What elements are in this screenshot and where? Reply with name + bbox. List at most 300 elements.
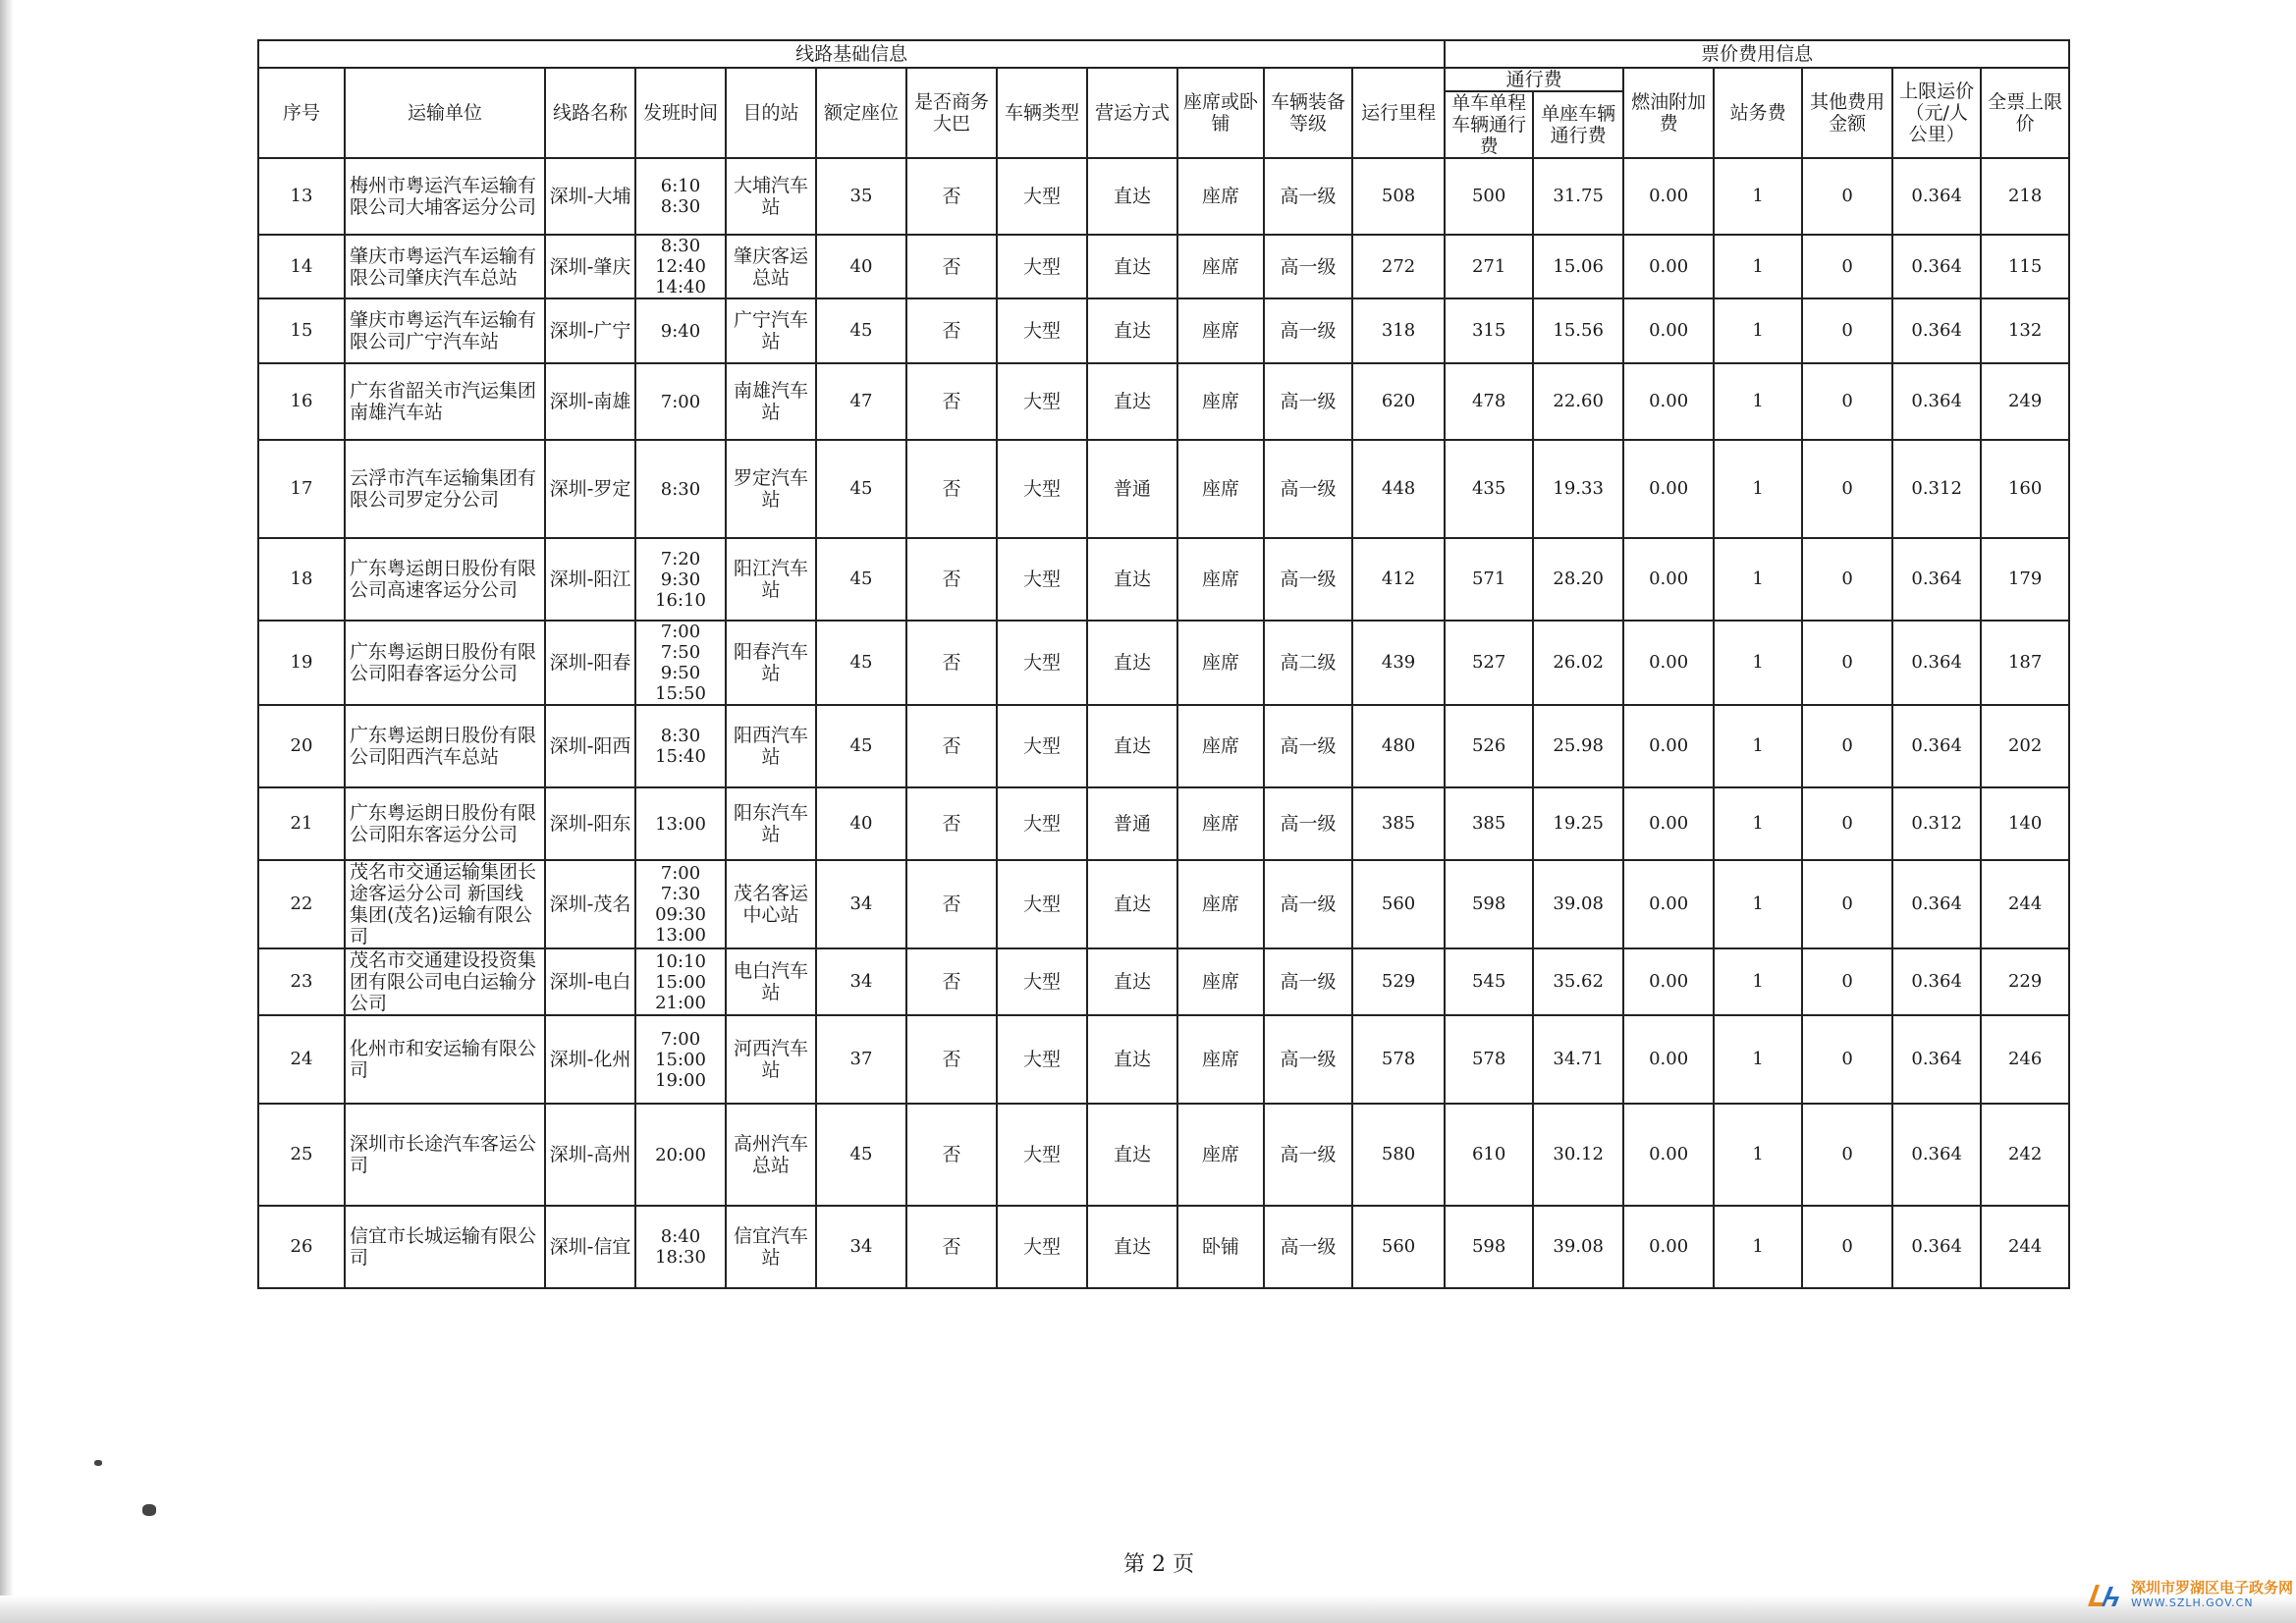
row-seats: 40 <box>816 787 906 860</box>
row-fuel: 0.00 <box>1623 298 1714 363</box>
row-vehicle-type: 大型 <box>997 298 1087 363</box>
row-toll-single: 578 <box>1445 1015 1533 1104</box>
row-departure-times <box>635 440 726 538</box>
row-seq: 17 <box>258 440 345 538</box>
row-grade: 高一级 <box>1264 1206 1352 1288</box>
table-row <box>258 1206 2069 1288</box>
row-vehicle-type: 大型 <box>997 538 1087 621</box>
table-row <box>258 158 2069 235</box>
row-fuel: 0.00 <box>1623 363 1714 440</box>
row-station-fee: 1 <box>1714 1015 1802 1104</box>
row-route: 深圳-电白 <box>545 948 635 1015</box>
row-operation: 直达 <box>1087 363 1177 440</box>
row-vehicle-type: 大型 <box>997 948 1087 1015</box>
row-other-fee: 0 <box>1802 787 1892 860</box>
row-unit: 信宜市长城运输有限公司 <box>345 1206 545 1288</box>
row-operation: 普通 <box>1087 787 1177 860</box>
row-seat-type: 座席 <box>1177 1015 1264 1104</box>
site-logo-icon <box>2084 1581 2125 1610</box>
col-header-destination: 目的站 <box>726 68 816 158</box>
row-destination: 阳东汽车站 <box>726 787 816 860</box>
row-ticket-cap: 242 <box>1981 1104 2069 1206</box>
row-station-fee: 1 <box>1714 860 1802 948</box>
col-header-vehicle-type: 车辆类型 <box>997 68 1087 158</box>
row-seats: 40 <box>816 235 906 298</box>
departure-time: 8:30 <box>660 478 701 500</box>
row-seq: 13 <box>258 158 345 235</box>
row-rate-cap: 0.364 <box>1892 538 1981 621</box>
row-seq: 26 <box>258 1206 345 1288</box>
row-operation: 直达 <box>1087 1206 1177 1288</box>
fare-table <box>257 39 2070 1289</box>
row-operation: 直达 <box>1087 860 1177 948</box>
row-toll-single: 610 <box>1445 1104 1533 1206</box>
row-toll-per-seat: 15.06 <box>1533 235 1623 298</box>
col-header-station-fee: 站务费 <box>1714 68 1802 158</box>
row-toll-single: 598 <box>1445 860 1533 948</box>
row-ticket-cap: 160 <box>1981 440 2069 538</box>
row-other-fee: 0 <box>1802 705 1892 787</box>
row-other-fee: 0 <box>1802 235 1892 298</box>
row-route: 深圳-茂名 <box>545 860 635 948</box>
departure-time: 13:00 <box>655 813 706 835</box>
group-header-basic: 线路基础信息 <box>258 40 1445 68</box>
row-seats: 35 <box>816 158 906 235</box>
row-ticket-cap: 179 <box>1981 538 2069 621</box>
row-seq: 19 <box>258 621 345 705</box>
row-station-fee: 1 <box>1714 538 1802 621</box>
row-destination: 肇庆客运总站 <box>726 235 816 298</box>
table-row <box>258 298 2069 363</box>
row-grade: 高一级 <box>1264 235 1352 298</box>
col-header-other-fee: 其他费用金额 <box>1802 68 1892 158</box>
row-fuel: 0.00 <box>1623 1206 1714 1288</box>
row-unit: 广东粤运朗日股份有限公司阳春客运分公司 <box>345 621 545 705</box>
row-grade: 高二级 <box>1264 621 1352 705</box>
row-other-fee: 0 <box>1802 440 1892 538</box>
row-fuel: 0.00 <box>1623 538 1714 621</box>
row-vehicle-type: 大型 <box>997 860 1087 948</box>
row-business: 否 <box>906 363 997 440</box>
row-route: 深圳-广宁 <box>545 298 635 363</box>
row-seat-type: 座席 <box>1177 621 1264 705</box>
row-vehicle-type: 大型 <box>997 363 1087 440</box>
table-row <box>258 705 2069 787</box>
row-seat-type: 座席 <box>1177 363 1264 440</box>
row-other-fee: 0 <box>1802 158 1892 235</box>
row-toll-single: 527 <box>1445 621 1533 705</box>
col-header-seat-type: 座席或卧铺 <box>1177 68 1264 158</box>
row-seq: 14 <box>258 235 345 298</box>
row-seats: 45 <box>816 705 906 787</box>
row-fuel: 0.00 <box>1623 440 1714 538</box>
row-business: 否 <box>906 1104 997 1206</box>
row-seat-type: 座席 <box>1177 235 1264 298</box>
row-departure-times <box>635 621 726 705</box>
row-rate-cap: 0.364 <box>1892 705 1981 787</box>
row-seat-type: 卧铺 <box>1177 1206 1264 1288</box>
row-business: 否 <box>906 440 997 538</box>
row-destination: 阳江汽车站 <box>726 538 816 621</box>
row-destination: 茂名客运中心站 <box>726 860 816 948</box>
row-rate-cap: 0.364 <box>1892 235 1981 298</box>
row-operation: 直达 <box>1087 298 1177 363</box>
table-row <box>258 440 2069 538</box>
departure-time: 09:30 <box>655 904 706 925</box>
row-station-fee: 1 <box>1714 787 1802 860</box>
col-header-departure: 发班时间 <box>635 68 726 158</box>
row-seat-type: 座席 <box>1177 298 1264 363</box>
row-mileage: 580 <box>1352 1104 1445 1206</box>
row-business: 否 <box>906 705 997 787</box>
row-ticket-cap: 244 <box>1981 860 2069 948</box>
col-header-business: 是否商务大巴 <box>906 68 997 158</box>
row-route: 深圳-罗定 <box>545 440 635 538</box>
row-mileage: 560 <box>1352 860 1445 948</box>
table-row <box>258 948 2069 1015</box>
row-fuel: 0.00 <box>1623 948 1714 1015</box>
row-grade: 高一级 <box>1264 158 1352 235</box>
row-fuel: 0.00 <box>1623 158 1714 235</box>
row-toll-per-seat: 19.33 <box>1533 440 1623 538</box>
row-route: 深圳-阳春 <box>545 621 635 705</box>
row-operation: 直达 <box>1087 1104 1177 1206</box>
row-station-fee: 1 <box>1714 363 1802 440</box>
row-business: 否 <box>906 235 997 298</box>
row-station-fee: 1 <box>1714 235 1802 298</box>
row-seat-type: 座席 <box>1177 948 1264 1015</box>
row-vehicle-type: 大型 <box>997 621 1087 705</box>
row-destination: 河西汽车站 <box>726 1015 816 1104</box>
scan-speck <box>94 1460 102 1466</box>
row-toll-single: 478 <box>1445 363 1533 440</box>
row-mileage: 578 <box>1352 1015 1445 1104</box>
row-ticket-cap: 218 <box>1981 158 2069 235</box>
row-route: 深圳-大埔 <box>545 158 635 235</box>
row-destination: 电白汽车站 <box>726 948 816 1015</box>
col-header-grade: 车辆装备等级 <box>1264 68 1352 158</box>
table-row <box>258 1104 2069 1206</box>
row-rate-cap: 0.364 <box>1892 948 1981 1015</box>
row-ticket-cap: 229 <box>1981 948 2069 1015</box>
row-rate-cap: 0.312 <box>1892 440 1981 538</box>
row-seats: 45 <box>816 440 906 538</box>
row-seats: 37 <box>816 1015 906 1104</box>
row-destination: 南雄汽车站 <box>726 363 816 440</box>
departure-time: 9:30 <box>660 568 701 590</box>
row-ticket-cap: 249 <box>1981 363 2069 440</box>
row-fuel: 0.00 <box>1623 1015 1714 1104</box>
row-seat-type: 座席 <box>1177 538 1264 621</box>
row-unit: 广东省韶关市汽运集团南雄汽车站 <box>345 363 545 440</box>
table-row <box>258 860 2069 948</box>
departure-time: 9:50 <box>660 663 701 683</box>
row-toll-per-seat: 15.56 <box>1533 298 1623 363</box>
row-vehicle-type: 大型 <box>997 440 1087 538</box>
row-destination: 大埔汽车站 <box>726 158 816 235</box>
row-toll-per-seat: 31.75 <box>1533 158 1623 235</box>
table-row <box>258 538 2069 621</box>
row-seq: 20 <box>258 705 345 787</box>
row-ticket-cap: 244 <box>1981 1206 2069 1288</box>
row-mileage: 318 <box>1352 298 1445 363</box>
row-seats: 45 <box>816 298 906 363</box>
row-unit: 深圳市长途汽车客运公司 <box>345 1104 545 1206</box>
row-departure-times <box>635 787 726 860</box>
departure-time: 8:30 <box>660 236 701 256</box>
row-toll-per-seat: 22.60 <box>1533 363 1623 440</box>
row-grade: 高一级 <box>1264 705 1352 787</box>
col-header-toll-group: 通行费 <box>1445 68 1623 91</box>
row-operation: 直达 <box>1087 948 1177 1015</box>
row-business: 否 <box>906 948 997 1015</box>
departure-time: 14:40 <box>655 277 706 298</box>
table-row <box>258 1015 2069 1104</box>
departure-time: 7:00 <box>660 1028 701 1050</box>
row-other-fee: 0 <box>1802 1104 1892 1206</box>
row-fuel: 0.00 <box>1623 787 1714 860</box>
scan-speck <box>142 1504 156 1516</box>
row-destination: 罗定汽车站 <box>726 440 816 538</box>
row-toll-single: 526 <box>1445 705 1533 787</box>
row-station-fee: 1 <box>1714 440 1802 538</box>
row-operation: 直达 <box>1087 538 1177 621</box>
row-rate-cap: 0.364 <box>1892 860 1981 948</box>
col-header-seq: 序号 <box>258 68 345 158</box>
page-number: 第 2 页 <box>1123 1552 1194 1577</box>
row-route: 深圳-信宜 <box>545 1206 635 1288</box>
row-fuel: 0.00 <box>1623 860 1714 948</box>
row-rate-cap: 0.364 <box>1892 621 1981 705</box>
row-unit: 化州市和安运输有限公司 <box>345 1015 545 1104</box>
departure-time: 20:00 <box>655 1144 706 1165</box>
row-mileage: 448 <box>1352 440 1445 538</box>
row-operation: 直达 <box>1087 158 1177 235</box>
departure-time: 15:00 <box>655 971 706 993</box>
row-departure-times <box>635 158 726 235</box>
row-station-fee: 1 <box>1714 1104 1802 1206</box>
row-mileage: 480 <box>1352 705 1445 787</box>
row-seat-type: 座席 <box>1177 860 1264 948</box>
row-station-fee: 1 <box>1714 621 1802 705</box>
row-mileage: 529 <box>1352 948 1445 1015</box>
departure-time: 15:00 <box>655 1049 706 1070</box>
row-fuel: 0.00 <box>1623 1104 1714 1206</box>
row-ticket-cap: 187 <box>1981 621 2069 705</box>
departure-time: 7:00 <box>660 622 701 642</box>
row-toll-per-seat: 30.12 <box>1533 1104 1623 1206</box>
row-fuel: 0.00 <box>1623 705 1714 787</box>
row-toll-single: 500 <box>1445 158 1533 235</box>
row-departure-times <box>635 860 726 948</box>
row-ticket-cap: 132 <box>1981 298 2069 363</box>
row-departure-times <box>635 1104 726 1206</box>
row-seats: 47 <box>816 363 906 440</box>
row-toll-per-seat: 34.71 <box>1533 1015 1623 1104</box>
departure-time: 6:10 <box>660 176 701 196</box>
row-vehicle-type: 大型 <box>997 705 1087 787</box>
row-rate-cap: 0.364 <box>1892 158 1981 235</box>
row-station-fee: 1 <box>1714 298 1802 363</box>
row-operation: 普通 <box>1087 440 1177 538</box>
row-departure-times <box>635 235 726 298</box>
row-grade: 高一级 <box>1264 298 1352 363</box>
row-operation: 直达 <box>1087 621 1177 705</box>
departure-time: 15:40 <box>655 746 706 767</box>
row-mileage: 508 <box>1352 158 1445 235</box>
row-grade: 高一级 <box>1264 538 1352 621</box>
row-ticket-cap: 246 <box>1981 1015 2069 1104</box>
row-station-fee: 1 <box>1714 1206 1802 1288</box>
row-departure-times <box>635 1206 726 1288</box>
row-toll-single: 435 <box>1445 440 1533 538</box>
row-vehicle-type: 大型 <box>997 235 1087 298</box>
row-vehicle-type: 大型 <box>997 1015 1087 1104</box>
row-grade: 高一级 <box>1264 1015 1352 1104</box>
row-route: 深圳-阳东 <box>545 787 635 860</box>
row-rate-cap: 0.364 <box>1892 363 1981 440</box>
row-seq: 25 <box>258 1104 345 1206</box>
row-toll-single: 271 <box>1445 235 1533 298</box>
row-toll-single: 571 <box>1445 538 1533 621</box>
row-seq: 18 <box>258 538 345 621</box>
row-departure-times <box>635 1015 726 1104</box>
col-header-toll-per-seat: 单座车辆通行费 <box>1533 91 1623 158</box>
col-header-unit: 运输单位 <box>345 68 545 158</box>
row-seq: 16 <box>258 363 345 440</box>
row-mileage: 620 <box>1352 363 1445 440</box>
departure-time: 21:00 <box>655 992 706 1013</box>
col-header-rate-cap: 上限运价（元/人公里） <box>1892 68 1981 158</box>
row-departure-times <box>635 948 726 1015</box>
col-header-seats: 额定座位 <box>816 68 906 158</box>
row-business: 否 <box>906 538 997 621</box>
row-other-fee: 0 <box>1802 948 1892 1015</box>
row-station-fee: 1 <box>1714 158 1802 235</box>
row-seat-type: 座席 <box>1177 787 1264 860</box>
row-operation: 直达 <box>1087 235 1177 298</box>
row-seat-type: 座席 <box>1177 158 1264 235</box>
departure-time: 9:40 <box>660 320 701 342</box>
row-mileage: 439 <box>1352 621 1445 705</box>
departure-time: 19:00 <box>655 1069 706 1091</box>
col-header-ticket-cap: 全票上限价 <box>1981 68 2069 158</box>
row-mileage: 385 <box>1352 787 1445 860</box>
row-vehicle-type: 大型 <box>997 158 1087 235</box>
row-grade: 高一级 <box>1264 860 1352 948</box>
row-seq: 23 <box>258 948 345 1015</box>
scan-shadow-bottom <box>0 1596 2296 1623</box>
row-business: 否 <box>906 158 997 235</box>
departure-time: 8:30 <box>660 196 701 217</box>
row-mileage: 272 <box>1352 235 1445 298</box>
departure-time: 7:00 <box>660 863 701 884</box>
row-operation: 直达 <box>1087 705 1177 787</box>
row-vehicle-type: 大型 <box>997 1206 1087 1288</box>
row-departure-times <box>635 705 726 787</box>
departure-time: 12:40 <box>655 256 706 277</box>
row-destination: 信宜汽车站 <box>726 1206 816 1288</box>
col-header-mileage: 运行里程 <box>1352 68 1445 158</box>
departure-time: 16:10 <box>655 589 706 611</box>
row-grade: 高一级 <box>1264 948 1352 1015</box>
row-grade: 高一级 <box>1264 1104 1352 1206</box>
row-seat-type: 座席 <box>1177 705 1264 787</box>
group-header-fare: 票价费用信息 <box>1445 40 2069 68</box>
departure-time: 18:30 <box>655 1247 706 1268</box>
fare-table-body <box>258 158 2069 1288</box>
row-departure-times <box>635 298 726 363</box>
row-ticket-cap: 140 <box>1981 787 2069 860</box>
row-toll-per-seat: 35.62 <box>1533 948 1623 1015</box>
row-route: 深圳-高州 <box>545 1104 635 1206</box>
watermark-url: WWW.SZLH.GOV.CN <box>2131 1596 2254 1609</box>
row-route: 深圳-南雄 <box>545 363 635 440</box>
table-row <box>258 363 2069 440</box>
row-business: 否 <box>906 860 997 948</box>
row-toll-single: 545 <box>1445 948 1533 1015</box>
row-mileage: 412 <box>1352 538 1445 621</box>
row-station-fee: 1 <box>1714 705 1802 787</box>
row-unit: 云浮市汽车运输集团有限公司罗定分公司 <box>345 440 545 538</box>
departure-time: 7:20 <box>660 548 701 569</box>
departure-time: 8:40 <box>660 1226 701 1247</box>
row-vehicle-type: 大型 <box>997 1104 1087 1206</box>
row-seat-type: 座席 <box>1177 440 1264 538</box>
row-unit: 茂名市交通建设投资集团有限公司电白运输分公司 <box>345 948 545 1015</box>
row-route: 深圳-肇庆 <box>545 235 635 298</box>
col-header-fuel: 燃油附加费 <box>1623 68 1714 158</box>
row-rate-cap: 0.312 <box>1892 787 1981 860</box>
row-other-fee: 0 <box>1802 363 1892 440</box>
departure-time: 10:10 <box>655 950 706 972</box>
row-seq: 24 <box>258 1015 345 1104</box>
col-header-toll-single: 单车单程车辆通行费 <box>1445 91 1533 158</box>
row-seats: 34 <box>816 1206 906 1288</box>
row-ticket-cap: 115 <box>1981 235 2069 298</box>
row-unit: 广东粤运朗日股份有限公司高速客运分公司 <box>345 538 545 621</box>
row-unit: 肇庆市粤运汽车运输有限公司肇庆汽车总站 <box>345 235 545 298</box>
row-vehicle-type: 大型 <box>997 787 1087 860</box>
row-fuel: 0.00 <box>1623 621 1714 705</box>
row-toll-per-seat: 19.25 <box>1533 787 1623 860</box>
row-rate-cap: 0.364 <box>1892 1015 1981 1104</box>
row-destination: 阳春汽车站 <box>726 621 816 705</box>
row-destination: 阳西汽车站 <box>726 705 816 787</box>
table-row <box>258 235 2069 298</box>
row-seq: 21 <box>258 787 345 860</box>
col-header-operation: 营运方式 <box>1087 68 1177 158</box>
row-business: 否 <box>906 621 997 705</box>
row-rate-cap: 0.364 <box>1892 298 1981 363</box>
row-rate-cap: 0.364 <box>1892 1104 1981 1206</box>
row-mileage: 560 <box>1352 1206 1445 1288</box>
departure-time: 7:50 <box>660 642 701 663</box>
row-departure-times <box>635 363 726 440</box>
row-other-fee: 0 <box>1802 1206 1892 1288</box>
row-other-fee: 0 <box>1802 621 1892 705</box>
row-ticket-cap: 202 <box>1981 705 2069 787</box>
watermark <box>2084 1579 2293 1612</box>
row-destination: 广宁汽车站 <box>726 298 816 363</box>
row-unit: 茂名市交通运输集团长途客运分公司 新国线集团(茂名)运输有限公司 <box>345 860 545 948</box>
row-seq: 15 <box>258 298 345 363</box>
table-row <box>258 787 2069 860</box>
departure-time: 7:30 <box>660 884 701 904</box>
row-toll-single: 385 <box>1445 787 1533 860</box>
row-rate-cap: 0.364 <box>1892 1206 1981 1288</box>
row-other-fee: 0 <box>1802 298 1892 363</box>
